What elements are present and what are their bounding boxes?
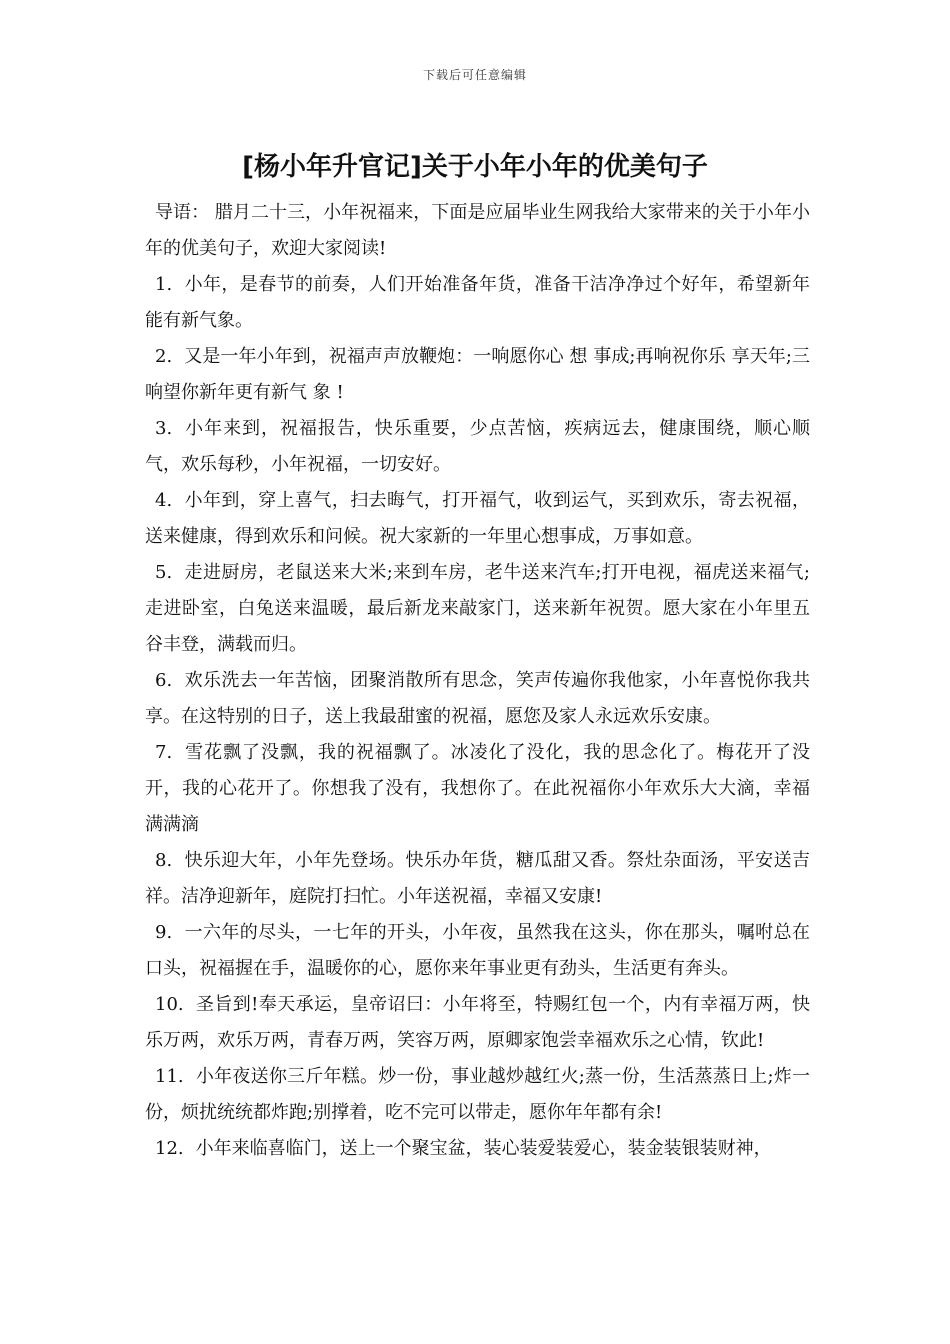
list-item-number: 11.: [155, 1066, 184, 1087]
list-item-number: 3.: [155, 418, 173, 439]
list-item: [145, 411, 810, 483]
list-item: [145, 267, 810, 339]
list-item-number: 10.: [155, 994, 184, 1015]
list-item-text: 雪花飘了没飘，我的祝福飘了。冰凌化了没化，我的思念化了。梅花开了没开，我的心花开了。你想我了没有，我想你了。在此祝福你小年欢乐大大滴，幸福满满滴: [145, 742, 810, 835]
list-item-text: 小年来到，祝福报告，快乐重要，少点苦恼，疾病远去，健康围绕，顺心顺气，欢乐每秒，小年祝福，一切安好。: [145, 418, 810, 475]
list-item-number: 7.: [155, 742, 173, 763]
header-note: 下载后可任意编辑: [422, 68, 527, 82]
list-item-text: 小年来临喜临门，送上一个聚宝盆，装心装爱装爱心，装金装银装财神，: [195, 1138, 772, 1159]
list-item-number: 6.: [155, 670, 173, 691]
document-title: [杨小年升官记]关于小年小年的优美句子: [242, 152, 708, 182]
list-item: [145, 987, 810, 1059]
intro-label: 导语：: [155, 202, 210, 223]
list-item-text: 快乐迎大年，小年先登场。快乐办年货，糖瓜甜又香。祭灶杂面汤，平安送吉祥。洁净迎新年，庭院打扫忙。小年送祝福，幸福又安康!: [145, 850, 810, 907]
list-item-text: 欢乐洗去一年苦恼，团聚消散所有思念，笑声传遍你我他家，小年喜悦你我共享。在这特别的日子，送上我最甜蜜的祝福，愿您及家人永远欢乐安康。: [145, 670, 810, 727]
list-item-text: 又是一年小年到，祝福声声放鞭炮：一响愿你心 想 事成;再响祝你乐 享天年;三响望你新年更有新气 象 !: [145, 346, 810, 403]
list-item: [145, 843, 810, 915]
list-item-number: 1.: [155, 274, 173, 295]
list-item-number: 5.: [155, 562, 173, 583]
list-item: [145, 1059, 810, 1131]
list-item: [145, 339, 810, 411]
list-item-text: 一六年的尽头，一七年的开头，小年夜，虽然我在这头，你在那头，嘱咐总在口头，祝福握在手，温暖你的心，愿你来年事业更有劲头，生活更有奔头。: [145, 922, 810, 979]
list-item: [145, 735, 810, 843]
list-item-number: 4.: [155, 490, 173, 511]
list-item: [145, 915, 810, 987]
document-body: [145, 195, 810, 1167]
list-item-number: 12.: [155, 1138, 184, 1159]
list-item-text: 走进厨房，老鼠送来大米;来到车房，老牛送来汽车;打开电视，福虎送来福气;走进卧室，白兔送来温暖，最后新龙来敲家门，送来新年祝贺。愿大家在小年里五谷丰登，满载而归。: [145, 562, 810, 655]
list-item: [145, 555, 810, 663]
list-item-text: 小年到，穿上喜气，扫去晦气，打开福气，收到运气，买到欢乐，寄去祝福，送来健康，得到欢乐和问候。祝大家新的一年里心想事成，万事如意。: [145, 490, 810, 547]
list-item: [145, 1131, 810, 1167]
list-item-text: 小年，是春节的前奏，人们开始准备年货，准备干洁净净过个好年，希望新年能有新气象。: [145, 274, 810, 331]
intro-paragraph: [145, 195, 810, 267]
sentence-list: [145, 267, 810, 1167]
list-item-number: 8.: [155, 850, 173, 871]
list-item: [145, 483, 810, 555]
list-item-text: 圣旨到!奉天承运，皇帝诏曰：小年将至，特赐红包一个，内有幸福万两，快乐万两，欢乐万两，青春万两，笑容万两，原卿家饱尝幸福欢乐之心情，钦此!: [145, 994, 810, 1051]
intro-text: 腊月二十三，小年祝福来，下面是应届毕业生网我给大家带来的关于小年小年的优美句子，欢迎大家阅读!: [145, 202, 811, 259]
list-item-text: 小年夜送你三斤年糕。炒一份，事业越炒越红火;蒸一份，生活蒸蒸日上;炸一份，烦扰统统都炸跑;别撑着，吃不完可以带走，愿你年年都有余!: [145, 1066, 810, 1123]
list-item-number: 9.: [155, 922, 173, 943]
list-item-number: 2.: [155, 346, 173, 367]
list-item: [145, 663, 810, 735]
